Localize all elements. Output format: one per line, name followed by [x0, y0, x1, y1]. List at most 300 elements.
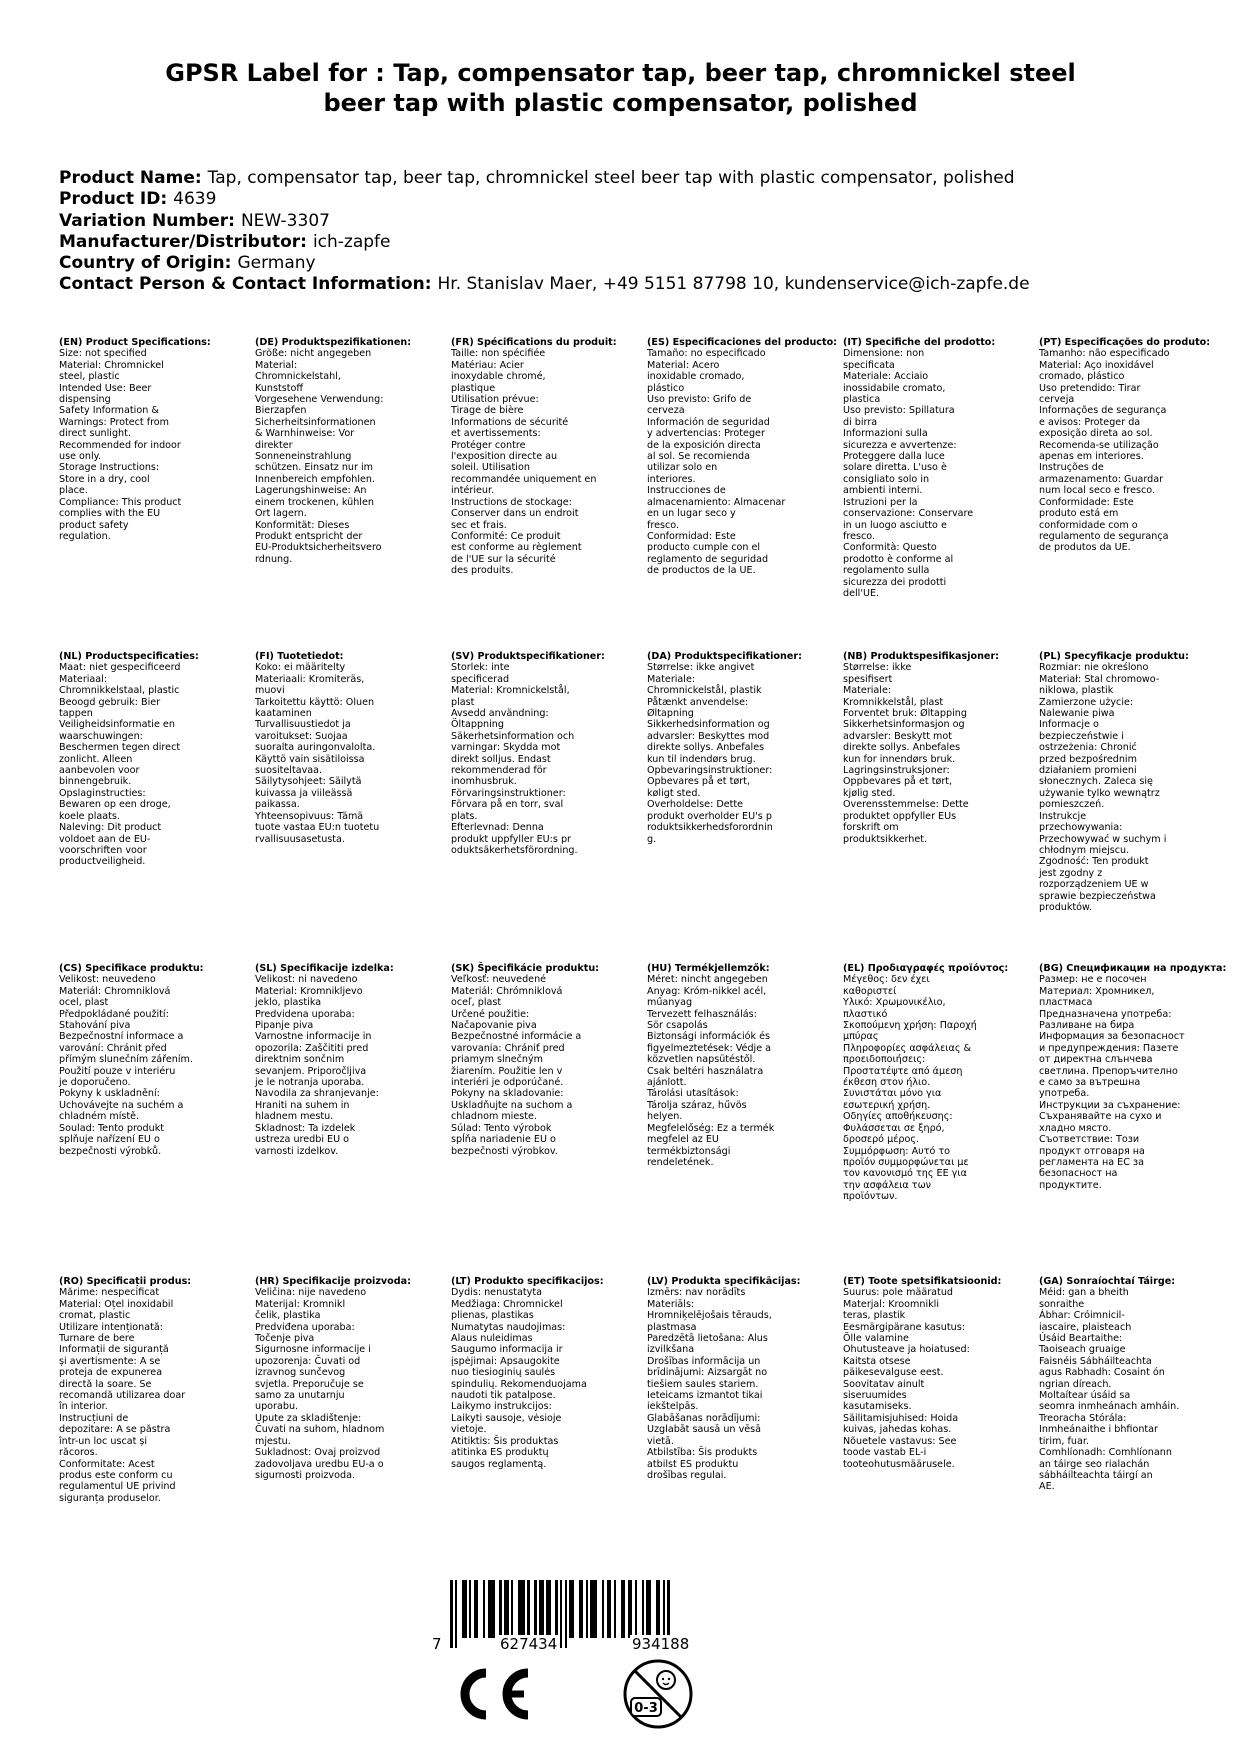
spec-line: armazenamento: Guardar: [1039, 473, 1164, 485]
age-warning-icon: [622, 1658, 694, 1730]
spec-line: siseruumides: [843, 1390, 907, 1402]
spec-line: Nõuetele vastavus: See: [843, 1435, 957, 1447]
spec-line: specificerad: [451, 673, 510, 685]
spec-header: (RO) Specificații produs:: [59, 1276, 192, 1287]
spec-line: suositeltavaa.: [255, 765, 323, 777]
spec-line: Materiale: Acciaio: [843, 371, 929, 383]
spec-line: Materiál: Chrómniklová: [451, 985, 563, 997]
spec-line: Инструкции за съхранение:: [1039, 1099, 1181, 1111]
spec-line: Atbilstība: Šis produkts: [647, 1447, 758, 1459]
spec-column: [647, 337, 838, 577]
spec-line: Tárolási utasítások:: [647, 1088, 739, 1100]
spec-line: Anyag: Króm-nikkel acél,: [647, 985, 767, 997]
spec-line: fresco.: [843, 530, 876, 542]
spec-line: reglamento de seguridad: [647, 553, 769, 565]
spec-line: Chromnickelstål, plastik: [647, 685, 762, 697]
spec-column: [1039, 963, 1227, 1191]
spec-line: Предназначена употреба:: [1039, 1008, 1172, 1020]
spec-line: przechowywania:: [1039, 822, 1123, 834]
spec-line: vietoje.: [451, 1424, 487, 1436]
spec-line: depozitare: A se păstra: [59, 1424, 171, 1436]
spec-line: køligt sted.: [647, 787, 701, 799]
spec-line: soleil. Utilisation: [451, 462, 530, 474]
spec-line: sonraithe: [1039, 1298, 1085, 1310]
spec-line: bezpečnosti výrobků.: [59, 1145, 162, 1157]
spec-line: Uskladňujte na suchom a: [451, 1099, 573, 1111]
spec-line: varoitukset: Suojaa: [255, 730, 348, 742]
spec-column: [647, 1276, 823, 1481]
barcode-bar: [504, 1580, 506, 1638]
spec-column: [843, 337, 1019, 599]
spec-line: regulation.: [59, 530, 111, 542]
spec-line: regulamentul UE privind: [59, 1481, 176, 1493]
spec-line: interiéri je odporúčané.: [451, 1077, 564, 1089]
info-value: 4639: [173, 189, 217, 210]
spec-line: hladnem mestu.: [255, 1111, 334, 1123]
barcode-bar: [464, 1580, 467, 1638]
spec-column: [1039, 1276, 1215, 1493]
spec-column: [255, 651, 431, 845]
barcode-bar: [548, 1580, 551, 1638]
info-row: [59, 168, 1199, 189]
spec-line: direkte sollys. Anbefales: [647, 742, 765, 754]
spec-line: și avertismente: A se: [59, 1355, 161, 1367]
spec-line: megfelel az EU: [647, 1134, 719, 1146]
spec-line: Conformidade: Este: [1039, 496, 1134, 508]
spec-line: Treoracha Stórála:: [1039, 1412, 1127, 1424]
spec-line: Informacje o: [1039, 719, 1099, 731]
spec-line: ajánlott.: [647, 1077, 687, 1089]
spec-line: aanbevolen voor: [59, 765, 140, 777]
spec-line: Stahování piva: [59, 1020, 131, 1032]
spec-line: izravnog sunčevog: [255, 1367, 346, 1379]
spec-line: l'exposition directe au: [451, 451, 558, 463]
spec-column: [59, 337, 235, 542]
barcode-digits-left: 627434: [500, 1635, 558, 1653]
spec-line: je doporučeno.: [59, 1077, 131, 1089]
spec-line: Kunststoff: [255, 382, 303, 394]
spec-line: Súlad: Tento výrobok: [451, 1122, 552, 1134]
barcode-bar: [635, 1580, 637, 1638]
barcode-bar: [488, 1580, 490, 1638]
spec-line: Ohutusteave ja hoiatused:: [843, 1344, 970, 1356]
spec-header: (SK) Špecifikácie produktu:: [451, 963, 600, 974]
spec-line: binnengebruik.: [59, 776, 132, 788]
spec-line: Vorgesehene Verwendung:: [255, 394, 384, 406]
spec-line: place.: [59, 485, 88, 497]
spec-line: est conforme au règlement: [451, 542, 582, 554]
spec-line: inossidabile cromato,: [843, 382, 946, 394]
spec-line: Saugumo informacija ir: [451, 1344, 563, 1356]
spec-header: (HU) Termékjellemzők:: [647, 963, 770, 974]
spec-line: Instruções de: [1039, 462, 1104, 474]
spec-line: plast: [451, 696, 475, 708]
spec-line: produs este conform cu: [59, 1469, 173, 1481]
spec-column: [59, 1276, 235, 1504]
spec-line: Koko: ei määritelty: [255, 662, 346, 674]
spec-line: Opbevaringsinstruktioner:: [647, 765, 773, 777]
barcode-bar: [646, 1580, 649, 1638]
spec-line: Ieteicams izmantot tikai: [647, 1390, 763, 1402]
spec-line: plienas, plastikas: [451, 1310, 534, 1322]
spec-line: Safety Information &: [59, 405, 159, 417]
barcode-bar: [492, 1580, 495, 1638]
spec-line: Atitiktis: Šis produktas: [451, 1435, 559, 1447]
spec-line: употреба.: [1039, 1088, 1090, 1100]
spec-column: [451, 963, 627, 1157]
spec-line: προϊόντων.: [843, 1191, 898, 1203]
spec-line: Συνιστάται μόνο για: [843, 1088, 942, 1100]
spec-line: Material: Acero: [647, 359, 720, 371]
spec-line: Rozmiar: nie określono: [1039, 662, 1149, 674]
info-row: [59, 232, 1199, 253]
spec-line: helyen.: [647, 1111, 683, 1123]
spec-line: producto cumple con el: [647, 542, 761, 554]
spec-line: regolamento sulla: [843, 565, 930, 577]
spec-line: Õlle valamine: [843, 1333, 909, 1345]
spec-line: Istruzioni per la: [843, 496, 918, 508]
spec-line: Tamanho: não especificado: [1039, 348, 1170, 360]
spec-line: num local seco e fresco.: [1039, 485, 1156, 497]
spec-line: Storlek: inte: [451, 662, 510, 674]
spec-line: Proteggere dalla luce: [843, 451, 945, 463]
spec-line: Utilizare intenționată:: [59, 1321, 163, 1333]
spec-line: plástico: [647, 382, 685, 394]
spec-line: Sukladnost: Ovaj proizvod: [255, 1447, 381, 1459]
spec-line: inomhusbruk.: [451, 776, 517, 788]
spec-header: (FI) Tuotetiedot:: [255, 651, 344, 662]
spec-line: Conformità: Questo: [843, 542, 937, 554]
spec-line: de produtos da UE.: [1039, 542, 1131, 554]
barcode-bar: [499, 1580, 502, 1638]
spec-line: Naleving: Dit product: [59, 822, 162, 834]
spec-line: Protéger contre: [451, 439, 526, 451]
spec-header: (NB) Produktspesifikasjoner:: [843, 651, 1000, 662]
spec-line: produktów.: [1039, 901, 1093, 913]
spec-line: rendeletének.: [647, 1156, 714, 1168]
spec-line: zonlicht. Alleen: [59, 753, 133, 765]
spec-line: Maat: niet gespecificeerd: [59, 662, 181, 674]
spec-line: Tárolja száraz, hűvös: [647, 1099, 747, 1111]
spec-line: sprawie bezpieczeństwa: [1039, 890, 1156, 902]
spec-line: voldoet aan de EU-: [59, 833, 151, 845]
spec-line: Ort lagern.: [255, 508, 307, 520]
spec-line: kaataminen: [255, 708, 312, 720]
barcode-bar: [469, 1580, 471, 1638]
spec-line: čelik, plastika: [255, 1310, 321, 1322]
spec-line: Tirage de bière: [451, 405, 524, 417]
spec-line: Размер: не е посочен: [1039, 974, 1147, 986]
spec-line: Πληροφορίες ασφάλειας &: [843, 1042, 971, 1054]
spec-line: Taille: non spécifiée: [451, 348, 546, 360]
spec-column: [843, 1276, 1019, 1470]
barcode-bar: [649, 1580, 651, 1638]
spec-column: [647, 651, 823, 845]
spec-line: zadovoljava uredbu EU-a o: [255, 1458, 384, 1470]
spec-line: opozorila: Zaščititi pred: [255, 1042, 369, 1054]
spec-line: Σκοπούμενη χρήση: Παροχή: [843, 1020, 977, 1032]
spec-column: [843, 963, 1019, 1203]
spec-line: prodotto è conforme al: [843, 553, 954, 565]
spec-line: Predvidena uporaba:: [255, 1008, 355, 1020]
spec-line: Soovitatav ainult: [843, 1378, 925, 1390]
spec-line: Bezpečnostné informácie a: [451, 1031, 582, 1043]
spec-line: specificata: [843, 359, 895, 371]
spec-line: Matériau: Acier: [451, 359, 524, 371]
spec-line: светлина. Препоръчително: [1039, 1065, 1178, 1077]
spec-line: Pokyny k uskladnění:: [59, 1088, 160, 1100]
spec-line: Conserver dans un endroit: [451, 508, 579, 520]
spec-line: conservazione: Conservare: [843, 508, 974, 520]
spec-line: sigurnosti proizvoda.: [255, 1469, 355, 1481]
spec-line: varningar: Skydda mot: [451, 742, 561, 754]
spec-line: Paredzētā lietošana: Alus: [647, 1333, 768, 1345]
spec-header: (EN) Product Specifications:: [59, 337, 211, 348]
ce-mark: [452, 1665, 532, 1723]
spec-line: ambienti interni.: [843, 485, 923, 497]
spec-line: spĺňa nariadenie EU o: [451, 1134, 556, 1146]
spec-line: Lagringsinstruksjoner:: [843, 765, 950, 777]
spec-line: Sonneneinstrahlung: [255, 451, 352, 463]
spec-line: Produkt entspricht der: [255, 530, 363, 542]
spec-header: (ET) Toote spetsifikatsioonid:: [843, 1276, 1002, 1287]
spec-line: Tamaño: no especificado: [647, 348, 766, 360]
page-title: [60, 58, 1181, 118]
spec-line: kuivassa ja viileässä: [255, 787, 353, 799]
spec-header: (SV) Produktspecifikationer:: [451, 651, 605, 662]
spec-line: Comhlíonadh: Comhlíonann: [1039, 1447, 1172, 1459]
spec-line: bezpečnosti výrobkov.: [451, 1145, 558, 1157]
spec-line: rozporządzeniem UE w: [1039, 879, 1149, 891]
spec-line: Eesmärgipärane kasutus:: [843, 1321, 965, 1333]
spec-line: oceľ, plast: [451, 997, 502, 1009]
spec-line: Instructions de stockage:: [451, 496, 572, 508]
barcode-bar: [621, 1580, 623, 1638]
barcode-bar: [602, 1580, 604, 1638]
age-label: 0-3: [634, 1701, 658, 1716]
spec-line: Upute za skladištenje:: [255, 1412, 362, 1424]
spec-line: spindulių. Rekomenduojama: [451, 1378, 587, 1390]
spec-line: działaniem promieni: [1039, 765, 1137, 777]
spec-line: Laikymo instrukcijos:: [451, 1401, 552, 1413]
spec-line: EU-Produktsicherheitsvero: [255, 542, 382, 554]
spec-line: advarsler: Beskyttes mod: [647, 730, 770, 742]
spec-column: [255, 337, 431, 565]
spec-line: produktsikkerhet.: [843, 833, 928, 845]
spec-header: (EL) Προδιαγραφές προϊόντος:: [843, 963, 1009, 974]
spec-line: μπύρας: [843, 1031, 879, 1043]
spec-line: iascaire, plaisteach: [1039, 1321, 1132, 1333]
spec-header: (BG) Спецификации на продукта:: [1039, 963, 1227, 974]
spec-line: Conformidad: Este: [647, 530, 736, 542]
spec-line: Efterlevnad: Denna: [451, 822, 544, 834]
spec-line: iekštelpās.: [647, 1401, 699, 1413]
barcode-bar: [593, 1580, 595, 1638]
spec-line: al sol. Se recomienda: [647, 451, 751, 463]
spec-line: drošības regulai.: [647, 1469, 727, 1481]
spec-line: Uso pretendido: Tirar: [1039, 382, 1141, 394]
spec-line: e avisos: Proteger da: [1039, 416, 1141, 428]
spec-line: Turnare de bere: [59, 1333, 135, 1345]
barcode-bar: [581, 1580, 583, 1638]
spec-line: Συμμόρφωση: Αυτό το: [843, 1145, 951, 1157]
spec-line: ngrian díreach.: [1039, 1378, 1112, 1390]
spec-line: tiešiem saules stariem.: [647, 1378, 759, 1390]
barcode-bar: [474, 1580, 476, 1638]
spec-line: teras, plastik: [843, 1310, 906, 1322]
spec-line: spesifisert: [843, 673, 893, 685]
spec-line: Sicherheitsinformationen: [255, 416, 376, 428]
spec-line: Velikost: neuvedeno: [59, 974, 156, 986]
spec-line: Chromnickelstahl,: [255, 371, 341, 383]
spec-line: słonecznych. Zaleca się: [1039, 776, 1153, 788]
spec-line: καθοριστεί: [843, 985, 897, 997]
spec-line: atbilst ES produktu: [647, 1458, 739, 1470]
spec-line: Instrukcje: [1039, 810, 1087, 822]
spec-line: consigliato solo in: [843, 473, 930, 485]
spec-line: advarsler: Beskytt mot: [843, 730, 953, 742]
spec-line: Size: not specified: [59, 348, 147, 360]
spec-line: sicurezza dei prodotti: [843, 576, 947, 588]
spec-line: Φυλάσσεται σε ξηρό,: [843, 1122, 945, 1134]
spec-line: sábháilteachta táirgí an: [1039, 1469, 1153, 1481]
spec-line: Разливане на бира: [1039, 1020, 1135, 1032]
spec-header: (DA) Produktspecifikationer:: [647, 651, 802, 662]
spec-line: directă la soare. Se: [59, 1378, 152, 1390]
spec-line: în interior.: [59, 1401, 108, 1413]
spec-line: inoxidable cromado,: [647, 371, 745, 383]
spec-line: Použití pouze v interiéru: [59, 1065, 176, 1077]
spec-line: termékbiztonsági: [647, 1145, 731, 1157]
spec-line: samo za unutarnju: [255, 1390, 345, 1402]
spec-line: direktnim sončnim: [255, 1054, 345, 1066]
spec-line: Warnings: Protect from: [59, 416, 170, 428]
spec-line: Materiale:: [647, 673, 696, 685]
barcode-bar: [630, 1580, 632, 1638]
title-line-2: beer tap with plastic compensator, polished: [323, 89, 918, 117]
spec-line: Overholdelse: Dette: [647, 799, 744, 811]
spec-line: päikesevalguse eest.: [843, 1367, 944, 1379]
spec-line: Mărime: nespecificat: [59, 1287, 160, 1299]
info-value: NEW-3307: [240, 210, 330, 231]
spec-line: Oppbevares på et tørt,: [843, 776, 953, 788]
spec-line: Kromnikkelstål, plast: [843, 696, 944, 708]
spec-line: τον κανονισμό της ΕΕ για: [843, 1168, 967, 1180]
spec-line: műanyag: [647, 997, 693, 1009]
spec-line: bezpieczeństwie i: [1039, 730, 1124, 742]
info-value: ich-zapfe: [312, 231, 391, 252]
spec-line: Alaus nuleidimas: [451, 1333, 533, 1345]
spec-column: [255, 1276, 431, 1481]
spec-line: Predviđena uporaba:: [255, 1321, 355, 1333]
spec-line: in un luogo asciutto e: [843, 519, 947, 531]
barcode-bar: [455, 1580, 457, 1648]
spec-line: toode vastab EL-i: [843, 1447, 927, 1459]
spec-line: varnosti izdelkov.: [255, 1145, 339, 1157]
spec-header: (LT) Produkto specifikacijos:: [451, 1276, 604, 1287]
spec-line: δροσερό μέρος.: [843, 1134, 920, 1146]
spec-line: Съхранявайте на сухо и: [1039, 1111, 1162, 1123]
spec-line: cerveja: [1039, 394, 1075, 406]
spec-line: siguranța produselor.: [59, 1492, 161, 1504]
spec-line: Úsáid Beartaithe:: [1039, 1333, 1123, 1345]
spec-header: (CS) Specifikace produktu:: [59, 963, 204, 974]
spec-line: interiores.: [647, 473, 696, 485]
spec-line: Pipanje piva: [255, 1020, 314, 1032]
spec-line: Conformité: Ce produit: [451, 530, 561, 542]
info-row: [59, 253, 1199, 274]
spec-line: solare diretta. L'uso è: [843, 462, 947, 474]
barcode-bar: [642, 1580, 644, 1638]
spec-line: žiarením. Použitie len v: [451, 1065, 563, 1077]
spec-line: την ασφάλεια των: [843, 1179, 931, 1191]
spec-line: Съответствие: Този: [1039, 1134, 1140, 1146]
spec-line: einem trockenen, kühlen: [255, 496, 374, 508]
spec-line: Tervezett felhasználás:: [647, 1008, 757, 1020]
spec-line: Veličina: nije navedeno: [255, 1287, 367, 1299]
spec-line: Overensstemmelse: Dette: [843, 799, 969, 811]
spec-line: je le notranja uporaba.: [255, 1077, 365, 1089]
barcode-bar: [462, 1580, 464, 1638]
spec-line: intérieur.: [451, 485, 495, 497]
spec-line: Suurus: pole määratud: [843, 1287, 953, 1299]
spec-line: przed bezpośrednim: [1039, 753, 1137, 765]
spec-line: Tarkoitettu käyttö: Oluen: [255, 696, 375, 708]
spec-line: jest zgodny z: [1039, 867, 1103, 879]
spec-line: Sör csapolás: [647, 1020, 708, 1032]
barcode-bar: [614, 1580, 616, 1638]
barcode-bar: [518, 1580, 520, 1638]
spec-line: svjetla. Preporučuje se: [255, 1378, 364, 1390]
spec-line: ustreza uredbi EU o: [255, 1134, 350, 1146]
spec-line: paikassa.: [255, 799, 300, 811]
spec-line: kuivas, jahedas kohas.: [843, 1424, 952, 1436]
barcode-bar: [572, 1580, 574, 1638]
spec-line: Avsedd användning:: [451, 708, 549, 720]
spec-line: Υλικό: Χρωμονικέλιο,: [843, 997, 946, 1009]
barcode-bar: [569, 1580, 572, 1638]
barcode-bar: [527, 1580, 530, 1638]
spec-line: priamym slnečným: [451, 1054, 544, 1066]
spec-line: jeklo, plastika: [255, 997, 322, 1009]
spec-line: cerveza: [647, 405, 685, 417]
spec-line: oduktsäkerhetsförordning.: [451, 844, 578, 856]
spec-line: Materijal: Kromnikl: [255, 1298, 346, 1310]
spec-header: (ES) Especificaciones del producto:: [647, 337, 838, 348]
spec-line: plastmasa: [647, 1321, 697, 1333]
spec-line: rdnung.: [255, 553, 293, 565]
spec-column: [843, 651, 1019, 845]
spec-line: Csak beltéri használatra: [647, 1065, 764, 1077]
spec-header: (HR) Specifikacije proizvoda:: [255, 1276, 411, 1287]
barcode-bar: [590, 1580, 593, 1638]
spec-line: & Warnhinweise: Vor: [255, 428, 355, 440]
spec-line: ostrzeżenia: Chronić: [1039, 742, 1137, 754]
spec-line: cromado, plástico: [1039, 371, 1125, 383]
spec-column: [451, 337, 627, 577]
spec-line: koele plaats.: [59, 810, 120, 822]
spec-line: Medžiaga: Chromnickel: [451, 1298, 563, 1310]
spec-line: продуктите.: [1039, 1179, 1102, 1191]
spec-line: almacenamiento: Almacenar: [647, 496, 786, 508]
spec-line: Varnostne informacije in: [255, 1031, 372, 1043]
spec-line: naudoti tik patalpose.: [451, 1390, 556, 1402]
spec-column: [1039, 337, 1215, 554]
spec-line: Intended Use: Beer: [59, 382, 152, 394]
spec-header: (PT) Especificações do produto:: [1039, 337, 1211, 348]
barcode-bar: [546, 1580, 548, 1638]
spec-line: Hraniti na suhem in: [255, 1099, 350, 1111]
